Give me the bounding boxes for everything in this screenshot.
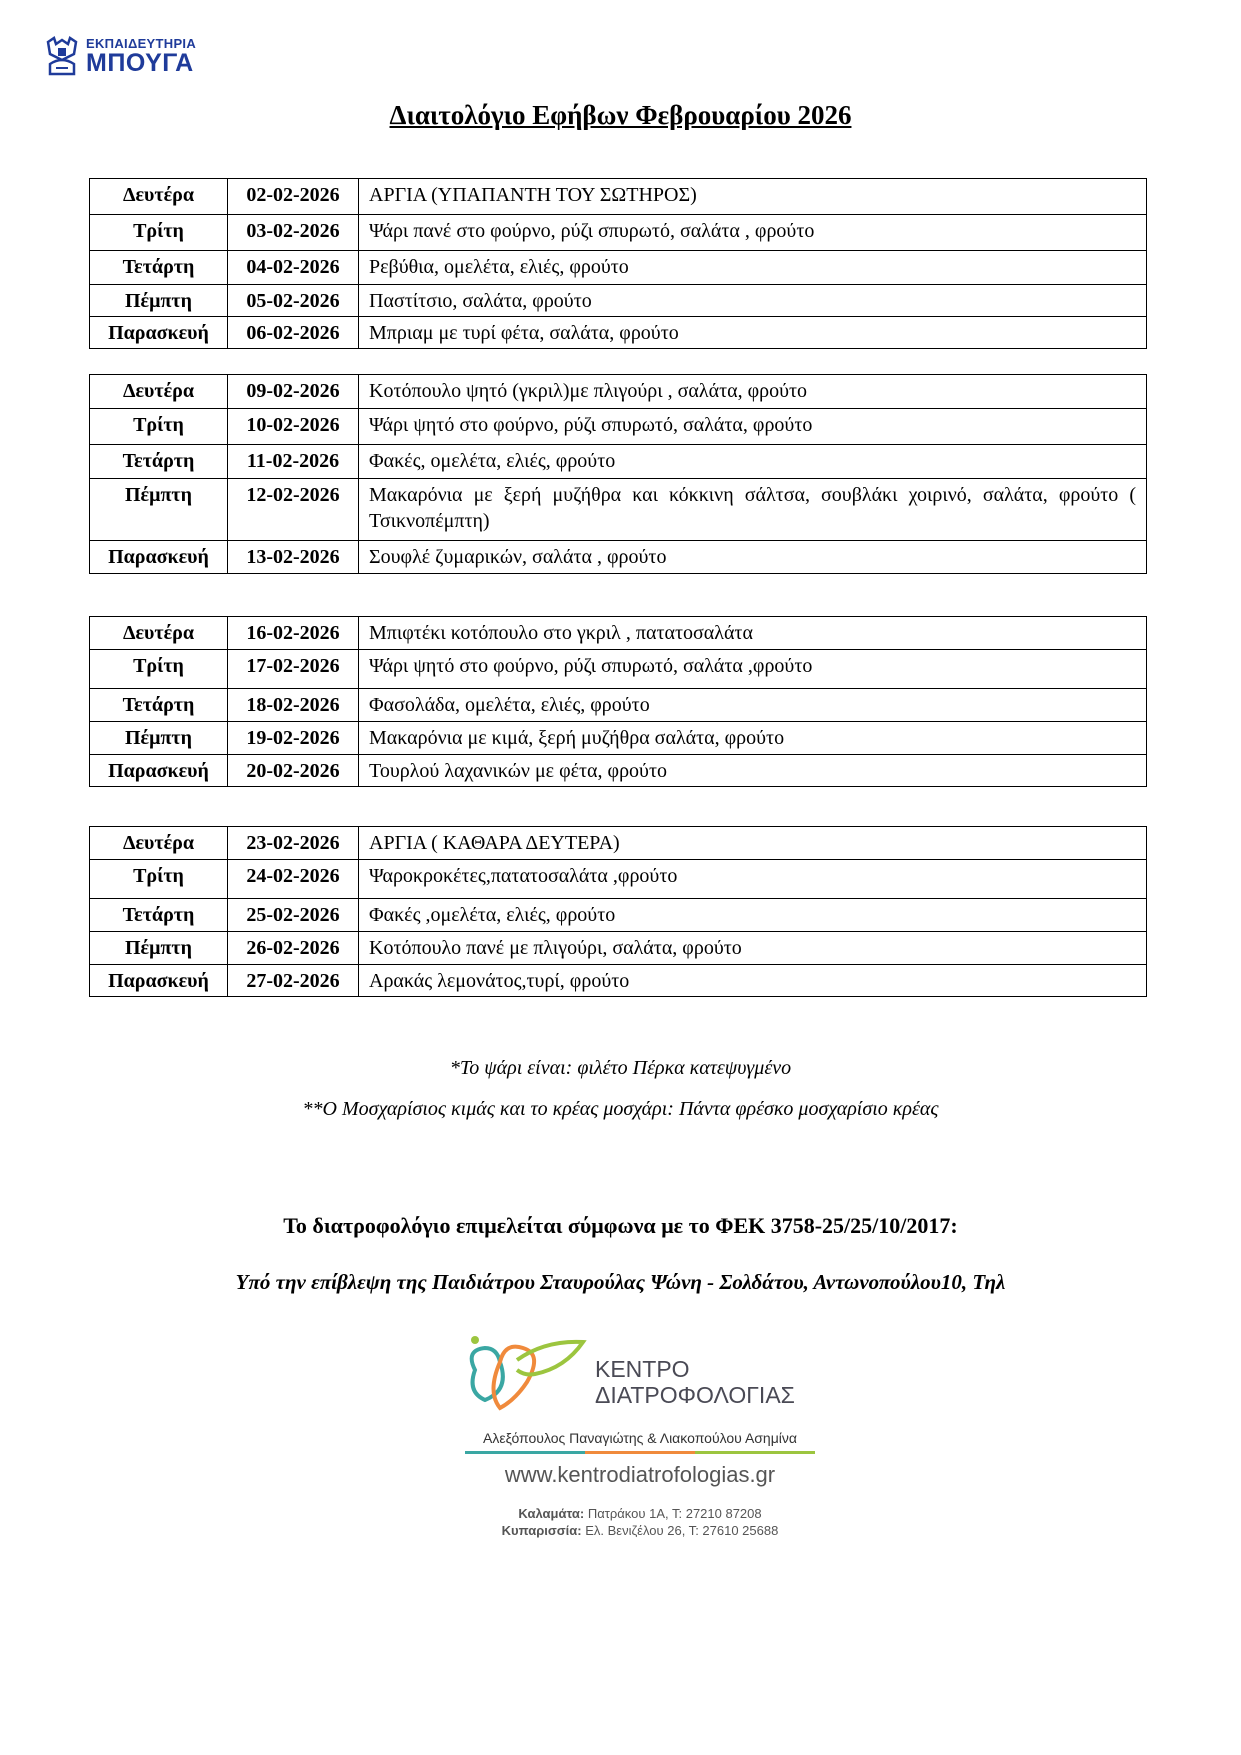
date-cell: 20-02-2026 — [228, 755, 359, 787]
meal-cell: Κοτόπουλο πανέ με πλιγούρι, σαλάτα, φρούτο — [359, 932, 1147, 965]
date-cell: 09-02-2026 — [228, 375, 359, 409]
address-kyparissia — [455, 1523, 825, 1538]
address-kalamata-label: Καλαμάτα: — [518, 1506, 585, 1521]
table-row — [90, 689, 1147, 722]
day-cell: Τρίτη — [90, 215, 228, 251]
table-row — [90, 317, 1147, 349]
day-cell: Τετάρτη — [90, 899, 228, 932]
week-table-3 — [89, 616, 1147, 787]
meal-cell: Ψάρι ψητό στο φούρνο, ρύζι σπυρωτό, σαλάτα ,φρούτο — [359, 650, 1147, 689]
note-beef: **Ο Μοσχαρίσιος κιμάς και το κρέας μοσχάρι: Πάντα φρέσκο μοσχαρίσιο κρέας — [302, 1098, 939, 1120]
table-row — [90, 215, 1147, 251]
meal-cell: Φακές, ομελέτα, ελιές, φρούτο — [359, 445, 1147, 479]
date-cell: 05-02-2026 — [228, 285, 359, 317]
date-cell: 12-02-2026 — [228, 479, 359, 541]
date-cell: 19-02-2026 — [228, 722, 359, 755]
day-cell: Τρίτη — [90, 860, 228, 899]
meal-cell: Φασολάδα, ομελέτα, ελιές, φρούτο — [359, 689, 1147, 722]
table-row — [90, 899, 1147, 932]
day-cell: Παρασκευή — [90, 755, 228, 787]
week-table-2 — [89, 374, 1147, 574]
table-row — [90, 541, 1147, 574]
date-cell: 25-02-2026 — [228, 899, 359, 932]
meal-cell: Κοτόπουλο ψητό (γκριλ)με πλιγούρι , σαλάτα, φρούτο — [359, 375, 1147, 409]
brand-line1: ΚΕΝΤΡΟ — [595, 1356, 690, 1382]
table-row — [90, 932, 1147, 965]
date-cell: 27-02-2026 — [228, 965, 359, 997]
address-kyparissia-text: Ελ. Βενιζέλου 26, Τ: 27610 25688 — [585, 1523, 779, 1538]
address-kalamata-text: Πατράκου 1Α, Τ: 27210 87208 — [587, 1506, 762, 1521]
meal-cell: Φακές ,ομελέτα, ελιές, φρούτο — [359, 899, 1147, 932]
day-cell: Παρασκευή — [90, 965, 228, 997]
hearts-logo-icon — [455, 1330, 595, 1430]
day-cell: Τρίτη — [90, 650, 228, 689]
table-row — [90, 722, 1147, 755]
table-row — [90, 375, 1147, 409]
table-row — [90, 827, 1147, 860]
nutrition-center-logo — [455, 1330, 815, 1540]
table-row — [90, 755, 1147, 787]
meal-cell: Παστίτσιο, σαλάτα, φρούτο — [359, 285, 1147, 317]
school-logo — [44, 32, 244, 82]
fek-statement: Το διατροφολόγιο επιμελείται σύμφωνα με το ΦΕΚ 3758-25/25/10/2017: — [283, 1213, 958, 1238]
school-name-line2: ΜΠΟΥΓΑ — [86, 49, 194, 77]
meal-cell: ΑΡΓΙΑ (ΥΠΑΠΑΝΤΗ ΤΟΥ ΣΩΤΗΡΟΣ) — [359, 179, 1147, 215]
supervision-statement: Υπό την επίβλεψη της Παιδιάτρου Σταυρούλας Ψώνη - Σολδάτου, Αντωνοπούλου10, Τηλ — [235, 1270, 1006, 1294]
table-row — [90, 479, 1147, 541]
note-fish: *Το ψάρι είναι: φιλέτο Πέρκα κατεψυγμένο — [449, 1057, 792, 1079]
date-cell: 03-02-2026 — [228, 215, 359, 251]
day-cell: Δευτέρα — [90, 617, 228, 650]
date-cell: 02-02-2026 — [228, 179, 359, 215]
school-name-line1: ΕΚΠΑΙΔΕΥΤΗΡΙΑ — [86, 36, 197, 51]
week-table-1 — [89, 178, 1147, 349]
table-row — [90, 860, 1147, 899]
color-rule-divider — [465, 1451, 815, 1454]
week-table-4 — [89, 826, 1147, 997]
date-cell: 13-02-2026 — [228, 541, 359, 574]
brand-line2: ΔΙΑΤΡΟΦΟΛΟΓΙΑΣ — [595, 1382, 795, 1408]
day-cell: Πέμπτη — [90, 479, 228, 541]
page-title: Διαιτολόγιο Εφήβων Φεβρουαρίου 2026 — [389, 100, 852, 130]
date-cell: 24-02-2026 — [228, 860, 359, 899]
meal-cell: ΑΡΓΙΑ ( ΚΑΘΑΡΑ ΔΕΥΤΕΡΑ) — [359, 827, 1147, 860]
day-cell: Τετάρτη — [90, 251, 228, 285]
school-emblem-icon — [44, 34, 80, 78]
table-row — [90, 251, 1147, 285]
date-cell: 17-02-2026 — [228, 650, 359, 689]
date-cell: 26-02-2026 — [228, 932, 359, 965]
date-cell: 04-02-2026 — [228, 251, 359, 285]
address-kyparissia-label: Κυπαρισσία: — [501, 1523, 582, 1538]
day-cell: Πέμπτη — [90, 722, 228, 755]
meal-cell: Τουρλού λαχανικών με φέτα, φρούτο — [359, 755, 1147, 787]
table-row — [90, 965, 1147, 997]
meal-cell: Μπιφτέκι κοτόπουλο στο γκριλ , πατατοσαλάτα — [359, 617, 1147, 650]
date-cell: 16-02-2026 — [228, 617, 359, 650]
meal-cell: Μπριαμ με τυρί φέτα, σαλάτα, φρούτο — [359, 317, 1147, 349]
day-cell: Τετάρτη — [90, 445, 228, 479]
table-row — [90, 617, 1147, 650]
table-row — [90, 179, 1147, 215]
day-cell: Πέμπτη — [90, 932, 228, 965]
table-row — [90, 445, 1147, 479]
website-link: www.kentrodiatrofologias.gr — [504, 1462, 776, 1487]
meal-cell: Ψάρι πανέ στο φούρνο, ρύζι σπυρωτό, σαλάτα , φρούτο — [359, 215, 1147, 251]
day-cell: Δευτέρα — [90, 179, 228, 215]
day-cell: Παρασκευή — [90, 541, 228, 574]
day-cell: Δευτέρα — [90, 827, 228, 860]
date-cell: 06-02-2026 — [228, 317, 359, 349]
meal-cell: Ρεβύθια, ομελέτα, ελιές, φρούτο — [359, 251, 1147, 285]
date-cell: 10-02-2026 — [228, 409, 359, 445]
day-cell: Παρασκευή — [90, 317, 228, 349]
meal-cell: Μακαρόνια με κιμά, ξερή μυζήθρα σαλάτα, φρούτο — [359, 722, 1147, 755]
meal-cell: Ψάρι ψητό στο φούρνο, ρύζι σπυρωτό, σαλάτα, φρούτο — [359, 409, 1147, 445]
owners-line: Αλεξόπουλος Παναγιώτης & Λιακοπούλου Ασημίνα — [483, 1430, 797, 1446]
day-cell: Τετάρτη — [90, 689, 228, 722]
table-row — [90, 409, 1147, 445]
date-cell: 23-02-2026 — [228, 827, 359, 860]
meal-cell: Μακαρόνια με ξερή μυζήθρα και κόκκινη σάλτσα, σουβλάκι χοιρινό, σαλάτα, φρούτο ( Τσικνοπέμπτη) — [359, 479, 1147, 541]
day-cell: Πέμπτη — [90, 285, 228, 317]
date-cell: 11-02-2026 — [228, 445, 359, 479]
meal-cell: Αρακάς λεμονάτος,τυρί, φρούτο — [359, 965, 1147, 997]
meal-cell: Σουφλέ ζυμαρικών, σαλάτα , φρούτο — [359, 541, 1147, 574]
day-cell: Τρίτη — [90, 409, 228, 445]
table-row — [90, 650, 1147, 689]
date-cell: 18-02-2026 — [228, 689, 359, 722]
address-kalamata — [455, 1506, 825, 1521]
meal-cell: Ψαροκροκέτες,πατατοσαλάτα ,φρούτο — [359, 860, 1147, 899]
table-row — [90, 285, 1147, 317]
day-cell: Δευτέρα — [90, 375, 228, 409]
